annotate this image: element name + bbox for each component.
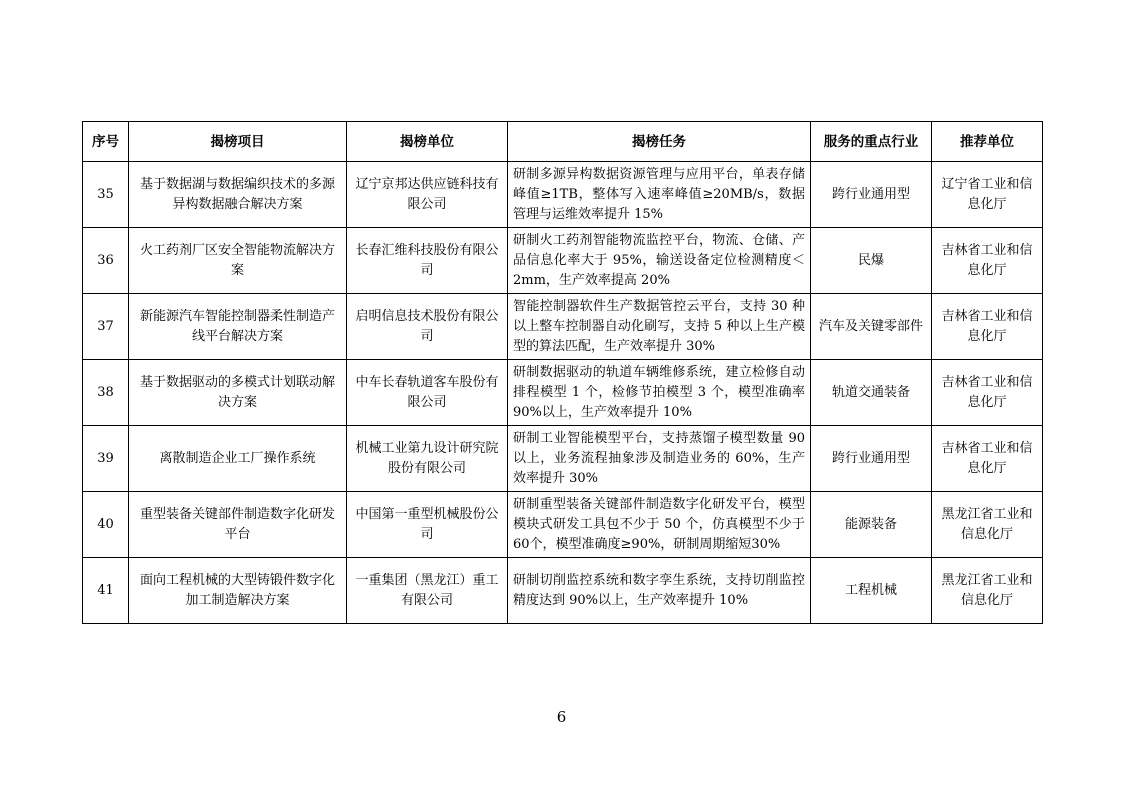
cell-unit: 中车长春轨道客车股份有限公司 <box>347 360 508 426</box>
cell-industry: 汽车及关键零部件 <box>811 294 932 360</box>
cell-industry: 能源装备 <box>811 492 932 558</box>
cell-industry: 工程机械 <box>811 558 932 624</box>
cell-number: 36 <box>83 228 129 294</box>
page-number: 6 <box>556 708 567 726</box>
cell-number: 35 <box>83 162 129 228</box>
cell-project: 基于数据湖与数据编织技术的多源异构数据融合解决方案 <box>129 162 347 228</box>
header-industry: 服务的重点行业 <box>811 122 932 162</box>
cell-task: 研制工业智能模型平台，支持蒸馏子模型数量 90 以上，业务流程抽象涉及制造业务的 60%，生产效率提升 30% <box>508 426 811 492</box>
header-task: 揭榜任务 <box>508 122 811 162</box>
cell-recommender: 吉林省工业和信息化厅 <box>932 294 1043 360</box>
cell-number: 39 <box>83 426 129 492</box>
table-header-row <box>83 122 1043 162</box>
cell-industry: 轨道交通装备 <box>811 360 932 426</box>
cell-project: 重型装备关键部件制造数字化研发平台 <box>129 492 347 558</box>
cell-number: 40 <box>83 492 129 558</box>
cell-project: 离散制造企业工厂操作系统 <box>129 426 347 492</box>
cell-project: 新能源汽车智能控制器柔性制造产线平台解决方案 <box>129 294 347 360</box>
cell-industry: 民爆 <box>811 228 932 294</box>
cell-unit: 中国第一重型机械股份公司 <box>347 492 508 558</box>
table-row <box>83 558 1043 624</box>
cell-project: 火工药剂厂区安全智能物流解决方案 <box>129 228 347 294</box>
cell-unit: 辽宁京邦达供应链科技有限公司 <box>347 162 508 228</box>
cell-recommender: 吉林省工业和信息化厅 <box>932 228 1043 294</box>
table-row <box>83 228 1043 294</box>
header-number: 序号 <box>83 122 129 162</box>
cell-task: 研制多源异构数据资源管理与应用平台，单表存储峰值≥1TB，整体写入速率峰值≥20MB/s，数据管理与运维效率提升 15% <box>508 162 811 228</box>
cell-industry: 跨行业通用型 <box>811 162 932 228</box>
cell-number: 37 <box>83 294 129 360</box>
cell-unit: 一重集团（黑龙江）重工有限公司 <box>347 558 508 624</box>
cell-unit: 启明信息技术股份有限公司 <box>347 294 508 360</box>
cell-task: 研制数据驱动的轨道车辆维修系统，建立检修自动排程模型 1 个，检修节拍模型 3 个，模型准确率 90%以上，生产效率提升 10% <box>508 360 811 426</box>
cell-unit: 机械工业第九设计研究院股份有限公司 <box>347 426 508 492</box>
cell-number: 41 <box>83 558 129 624</box>
table-row <box>83 162 1043 228</box>
cell-unit: 长春汇维科技股份有限公司 <box>347 228 508 294</box>
table-row <box>83 360 1043 426</box>
cell-recommender: 吉林省工业和信息化厅 <box>932 426 1043 492</box>
project-table <box>82 121 1043 624</box>
cell-task: 研制火工药剂智能物流监控平台，物流、仓储、产品信息化率大于 95%，输送设备定位检测精度＜2mm，生产效率提高 20% <box>508 228 811 294</box>
cell-number: 38 <box>83 360 129 426</box>
header-project: 揭榜项目 <box>129 122 347 162</box>
cell-project: 基于数据驱动的多模式计划联动解决方案 <box>129 360 347 426</box>
cell-project: 面向工程机械的大型铸锻件数字化加工制造解决方案 <box>129 558 347 624</box>
cell-recommender: 吉林省工业和信息化厅 <box>932 360 1043 426</box>
cell-task: 研制重型装备关键部件制造数字化研发平台，模型模块式研发工具包不少于 50 个，仿真模型不少于60个，模型准确度≥90%，研制周期缩短30% <box>508 492 811 558</box>
header-unit: 揭榜单位 <box>347 122 508 162</box>
table-row <box>83 294 1043 360</box>
cell-recommender: 黑龙江省工业和信息化厅 <box>932 558 1043 624</box>
cell-task: 研制切削监控系统和数字孪生系统，支持切削监控精度达到 90%以上，生产效率提升 10% <box>508 558 811 624</box>
table-row <box>83 492 1043 558</box>
cell-recommender: 辽宁省工业和信息化厅 <box>932 162 1043 228</box>
cell-industry: 跨行业通用型 <box>811 426 932 492</box>
cell-task: 智能控制器软件生产数据管控云平台，支持 30 种以上整车控制器自动化刷写，支持 5 种以上生产模型的算法匹配，生产效率提升 30% <box>508 294 811 360</box>
cell-recommender: 黑龙江省工业和信息化厅 <box>932 492 1043 558</box>
table-row <box>83 426 1043 492</box>
header-recommender: 推荐单位 <box>932 122 1043 162</box>
